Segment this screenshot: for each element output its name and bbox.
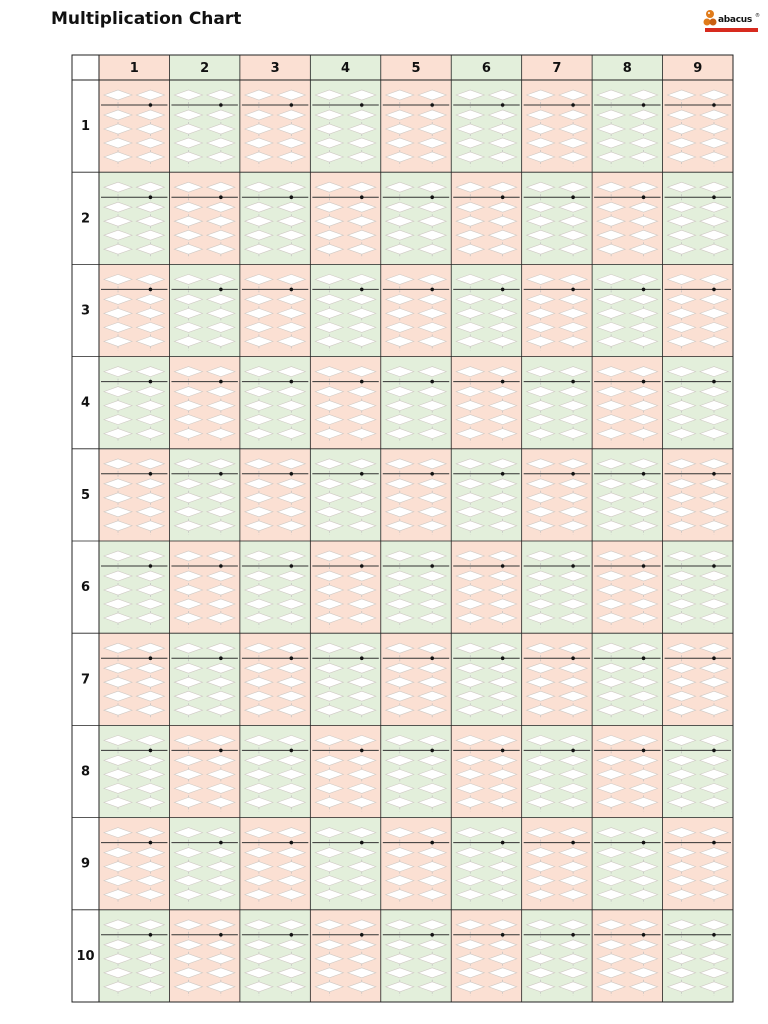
abacus-cell: [169, 449, 239, 541]
abacus-cell: [99, 172, 169, 264]
unit-dot: [430, 380, 434, 384]
abacus-cell: [451, 449, 521, 541]
abacus-cell: [310, 910, 380, 1002]
unit-dot: [219, 841, 223, 845]
abacus-cell: [169, 818, 239, 910]
abacus-cell: [522, 80, 592, 172]
column-header-label: 4: [341, 61, 351, 76]
abacus-cell: [310, 172, 380, 264]
unit-dot: [712, 564, 716, 568]
unit-dot: [219, 933, 223, 937]
row-header-label: 1: [80, 119, 91, 135]
unit-dot: [290, 288, 294, 292]
column-header-label: 1: [129, 61, 139, 76]
abacus-cell: [99, 449, 169, 541]
unit-dot: [501, 564, 505, 568]
abacus-cell: [381, 541, 451, 633]
row-header-label: 8: [80, 764, 91, 780]
unit-dot: [712, 933, 716, 937]
unit-dot: [360, 841, 364, 845]
unit-dot: [290, 472, 294, 476]
abacus-cell: [522, 818, 592, 910]
abacus-cell: [522, 910, 592, 1002]
abacus-cell: [381, 449, 451, 541]
abacus-cell: [240, 80, 310, 172]
abacus-cell: [522, 449, 592, 541]
column-header-label: 6: [481, 61, 491, 76]
abacus-cell: [522, 357, 592, 449]
abacus-cell: [663, 172, 733, 264]
unit-dot: [219, 656, 223, 660]
unit-dot: [219, 564, 223, 568]
unit-dot: [571, 288, 575, 292]
unit-dot: [360, 288, 364, 292]
unit-dot: [712, 195, 716, 199]
abacus-cell: [451, 264, 521, 356]
unit-dot: [149, 749, 153, 753]
abacus-cell: [381, 80, 451, 172]
abacus-cell: [99, 80, 169, 172]
unit-dot: [642, 472, 646, 476]
abacus-cell: [663, 449, 733, 541]
unit-dot: [642, 380, 646, 384]
unit-dot: [712, 472, 716, 476]
abacus-cell: [169, 725, 239, 817]
column-header-label: 9: [693, 61, 703, 76]
column-header-label: 7: [552, 61, 562, 76]
abacus-cell: [592, 541, 662, 633]
unit-dot: [501, 749, 505, 753]
unit-dot: [360, 380, 364, 384]
abacus-cell: [522, 725, 592, 817]
abacus-cell: [451, 725, 521, 817]
unit-dot: [642, 103, 646, 107]
unit-dot: [219, 749, 223, 753]
unit-dot: [430, 195, 434, 199]
abacus-cell: [381, 633, 451, 725]
abacus-cell: [169, 910, 239, 1002]
abacus-cell: [592, 264, 662, 356]
abacus-cell: [381, 172, 451, 264]
unit-dot: [712, 749, 716, 753]
abacus-cell: [663, 633, 733, 725]
unit-dot: [571, 841, 575, 845]
unit-dot: [712, 103, 716, 107]
abacus-cell: [663, 541, 733, 633]
abacus-cell: [522, 172, 592, 264]
unit-dot: [430, 749, 434, 753]
unit-dot: [360, 933, 364, 937]
abacus-cell: [99, 633, 169, 725]
unit-dot: [430, 103, 434, 107]
unit-dot: [501, 933, 505, 937]
unit-dot: [290, 656, 294, 660]
abacus-cell: [240, 818, 310, 910]
unit-dot: [501, 656, 505, 660]
unit-dot: [360, 656, 364, 660]
unit-dot: [219, 103, 223, 107]
unit-dot: [430, 564, 434, 568]
unit-dot: [571, 749, 575, 753]
abacus-cell: [663, 910, 733, 1002]
unit-dot: [712, 380, 716, 384]
unit-dot: [642, 749, 646, 753]
abacus-cell: [310, 541, 380, 633]
row-header-label: 10: [76, 948, 95, 964]
abacus-cell: [592, 80, 662, 172]
unit-dot: [571, 933, 575, 937]
abacus-cell: [310, 264, 380, 356]
abacus-cell: [240, 357, 310, 449]
abacus-cell: [169, 541, 239, 633]
unit-dot: [430, 472, 434, 476]
unit-dot: [149, 380, 153, 384]
unit-dot: [149, 195, 153, 199]
abacus-cell: [592, 172, 662, 264]
unit-dot: [712, 841, 716, 845]
unit-dot: [571, 472, 575, 476]
unit-dot: [571, 195, 575, 199]
abacus-cell: [240, 541, 310, 633]
row-header-label: 6: [80, 580, 91, 596]
unit-dot: [149, 933, 153, 937]
unit-dot: [360, 564, 364, 568]
unit-dot: [642, 195, 646, 199]
column-header-label: 5: [411, 61, 421, 76]
abacus-cell: [663, 357, 733, 449]
row-header-label: 4: [80, 395, 91, 411]
abacus-cell: [592, 633, 662, 725]
unit-dot: [501, 288, 505, 292]
abacus-cell: [169, 264, 239, 356]
abacus-cell: [169, 80, 239, 172]
abacus-cell: [451, 818, 521, 910]
unit-dot: [430, 656, 434, 660]
unit-dot: [501, 472, 505, 476]
abacus-cell: [99, 264, 169, 356]
abacus-cell: [522, 541, 592, 633]
abacus-cell: [592, 910, 662, 1002]
abacus-cell: [169, 172, 239, 264]
abacus-cell: [451, 172, 521, 264]
abacus-cell: [240, 910, 310, 1002]
abacus-cell: [663, 80, 733, 172]
row-header-label: 5: [80, 487, 91, 503]
abacus-cell: [240, 633, 310, 725]
row-header-label: 2: [80, 211, 91, 227]
abacus-cell: [240, 264, 310, 356]
unit-dot: [219, 288, 223, 292]
abacus-cell: [663, 725, 733, 817]
unit-dot: [149, 288, 153, 292]
abacus-cell: [663, 264, 733, 356]
unit-dot: [712, 656, 716, 660]
abacus-cell: [381, 264, 451, 356]
abacus-cell: [522, 633, 592, 725]
abacus-cell: [522, 264, 592, 356]
column-header-label: 2: [200, 61, 210, 76]
abacus-cell: [592, 818, 662, 910]
abacus-cell: [99, 725, 169, 817]
unit-dot: [290, 841, 294, 845]
unit-dot: [219, 195, 223, 199]
unit-dot: [642, 564, 646, 568]
abacus-cell: [451, 910, 521, 1002]
unit-dot: [360, 749, 364, 753]
abacus-cell: [310, 818, 380, 910]
abacus-cell: [592, 449, 662, 541]
logo-text: abacus: [718, 15, 752, 25]
abacus-cell: [99, 910, 169, 1002]
abacus-cell: [99, 357, 169, 449]
column-header-label: 8: [622, 61, 632, 76]
abacus-cell: [381, 910, 451, 1002]
abacus-cell: [240, 725, 310, 817]
unit-dot: [642, 933, 646, 937]
abacus-cell: [451, 541, 521, 633]
abacus-cell: [381, 725, 451, 817]
abacus-cell: [451, 357, 521, 449]
abacus-cell: [99, 541, 169, 633]
abacus-cell: [663, 818, 733, 910]
unit-dot: [149, 841, 153, 845]
abacus-cell: [451, 80, 521, 172]
unit-dot: [290, 195, 294, 199]
abacus-cell: [451, 633, 521, 725]
page-title: Multiplication Chart: [51, 9, 242, 29]
unit-dot: [149, 656, 153, 660]
unit-dot: [501, 195, 505, 199]
abacus-cell: [169, 633, 239, 725]
unit-dot: [219, 380, 223, 384]
unit-dot: [642, 288, 646, 292]
unit-dot: [501, 841, 505, 845]
unit-dot: [290, 749, 294, 753]
unit-dot: [430, 933, 434, 937]
abacus-cell: [240, 172, 310, 264]
unit-dot: [642, 656, 646, 660]
abacus-cell: [240, 449, 310, 541]
unit-dot: [571, 656, 575, 660]
unit-dot: [571, 380, 575, 384]
unit-dot: [290, 380, 294, 384]
unit-dot: [219, 472, 223, 476]
row-header-label: 7: [80, 672, 91, 688]
unit-dot: [290, 564, 294, 568]
unit-dot: [360, 472, 364, 476]
unit-dot: [430, 841, 434, 845]
unit-dot: [571, 564, 575, 568]
abacus-cell: [592, 725, 662, 817]
abacus-cell: [310, 80, 380, 172]
abacus-cell: [310, 633, 380, 725]
abacus-cell: [310, 357, 380, 449]
unit-dot: [501, 380, 505, 384]
abacus-cell: [592, 357, 662, 449]
unit-dot: [712, 288, 716, 292]
unit-dot: [290, 933, 294, 937]
unit-dot: [430, 288, 434, 292]
unit-dot: [149, 564, 153, 568]
unit-dot: [360, 103, 364, 107]
abacus-cell: [310, 725, 380, 817]
unit-dot: [290, 103, 294, 107]
unit-dot: [149, 103, 153, 107]
abacus-cell: [169, 357, 239, 449]
unit-dot: [571, 103, 575, 107]
row-header-label: 9: [80, 856, 91, 872]
unit-dot: [360, 195, 364, 199]
column-header-label: 3: [270, 61, 280, 76]
unit-dot: [501, 103, 505, 107]
row-header-label: 3: [80, 303, 91, 319]
abacus-cell: [99, 818, 169, 910]
abacus-cell: [381, 818, 451, 910]
unit-dot: [642, 841, 646, 845]
abacus-cell: [310, 449, 380, 541]
unit-dot: [149, 472, 153, 476]
logo-registered-mark: ®: [755, 13, 760, 19]
abacus-cell: [381, 357, 451, 449]
